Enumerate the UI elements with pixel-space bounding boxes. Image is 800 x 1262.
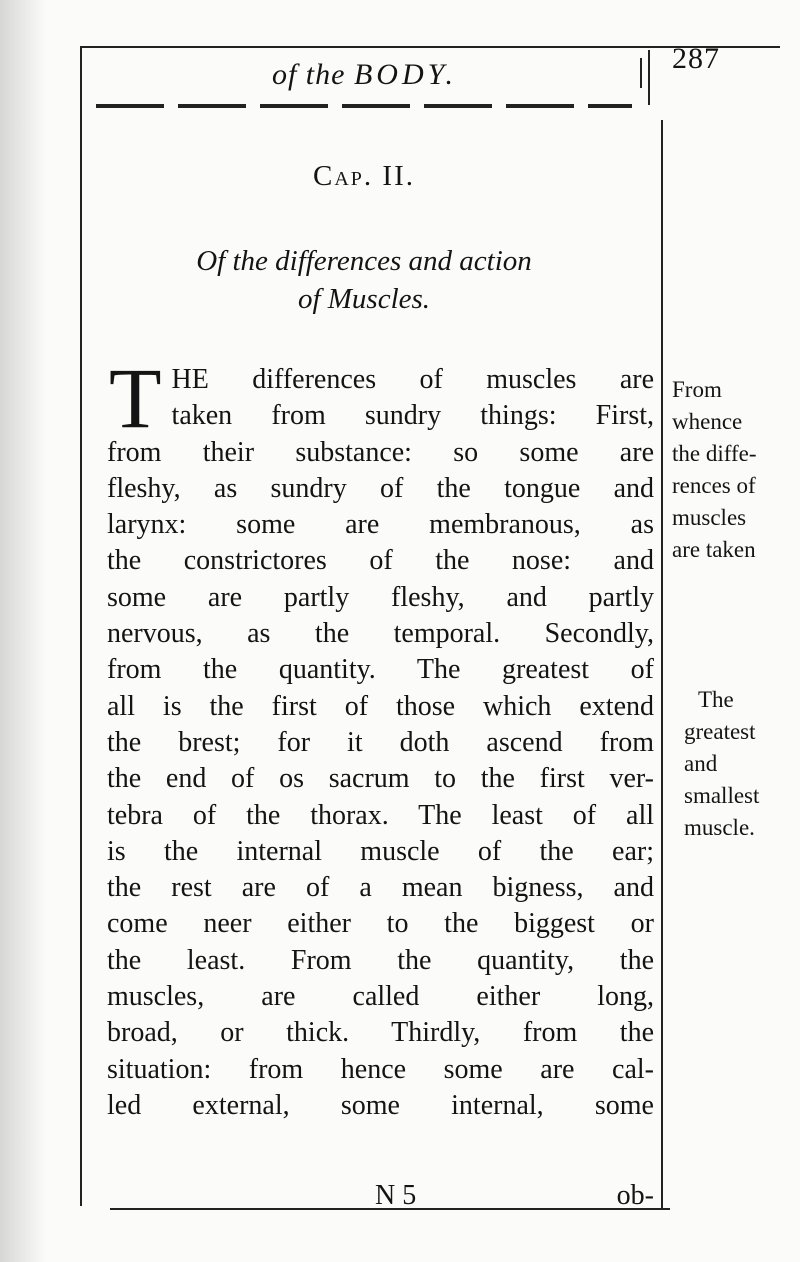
body-line: taken from sundry things: First, [171, 400, 654, 432]
gutter-shadow [0, 0, 46, 1262]
margin-right-rule [648, 50, 650, 105]
body-line: from their substance: so some are [107, 436, 654, 468]
signature-mark: N 5 [375, 1180, 417, 1211]
body-line: fleshy, as sundry of the tongue and [107, 472, 654, 504]
text-column-right-rule [640, 58, 642, 88]
body-line: nervous, as the temporal. Secondly, [107, 618, 654, 650]
margin-note-line: smallest [684, 783, 760, 808]
body-line: the rest are of a mean bigness, and [107, 872, 654, 904]
running-head [92, 58, 637, 92]
running-head-caps: BODY. [353, 58, 458, 91]
text-column-right-rule-lower [661, 120, 663, 1210]
body-line: situation: from hence some are cal- [107, 1053, 654, 1085]
body-line: from the quantity. The greatest of [107, 654, 654, 686]
margin-note-greatest [684, 684, 800, 844]
frame-left-rule [80, 46, 82, 1206]
body-line: all is the first of those which extend [107, 690, 654, 722]
margin-note-line: The [698, 687, 734, 712]
margin-note-line: muscles [672, 505, 747, 530]
chapter-title: Cap. II. [313, 160, 415, 192]
margin-note-line: and [684, 751, 718, 776]
body-line: the least. From the quantity, the [107, 944, 654, 976]
margin-note-line: rences of [672, 473, 756, 498]
drop-cap: T [109, 350, 162, 446]
chapter-subtitle [96, 242, 632, 318]
body-line: the brest; for it doth ascend from [107, 726, 654, 758]
body-line: the constrictores of the nose: and [107, 545, 654, 577]
body-line: HE differences of muscles are [171, 364, 654, 395]
body-line: tebra of the thorax. The least of all [107, 799, 654, 831]
body-line: broad, or thick. Thirdly, from the [107, 1017, 654, 1049]
body-line: is the internal muscle of the ear; [107, 835, 654, 867]
header-dash-rule [96, 104, 632, 108]
margin-note-line: the diffe- [672, 441, 757, 466]
body-line: some are partly fleshy, and partly [107, 581, 654, 613]
margin-note-line: greatest [684, 719, 756, 744]
catchword: ob- [616, 1180, 654, 1211]
body-line: larynx: some are membranous, as [107, 509, 654, 541]
body-line: led external, some internal, some [107, 1089, 654, 1121]
margin-note-line: whence [672, 409, 743, 434]
margin-note-line: muscle. [684, 815, 755, 840]
margin-note-line: From [672, 377, 722, 402]
margin-note-differences [672, 374, 800, 566]
page-number: 287 [672, 42, 720, 75]
body-line: muscles, are called either long, [107, 981, 654, 1013]
body-text [107, 350, 654, 1124]
chapter-subtitle-line-1: Of the differences and action [196, 245, 532, 277]
chapter-subtitle-line-2: of Muscles. [297, 283, 431, 315]
margin-note-line: are taken [672, 537, 756, 562]
body-line: the end of os sacrum to the first ver- [107, 763, 654, 795]
body-line: come neer either to the biggest or [107, 908, 654, 940]
running-head-prefix: of the [271, 58, 346, 91]
